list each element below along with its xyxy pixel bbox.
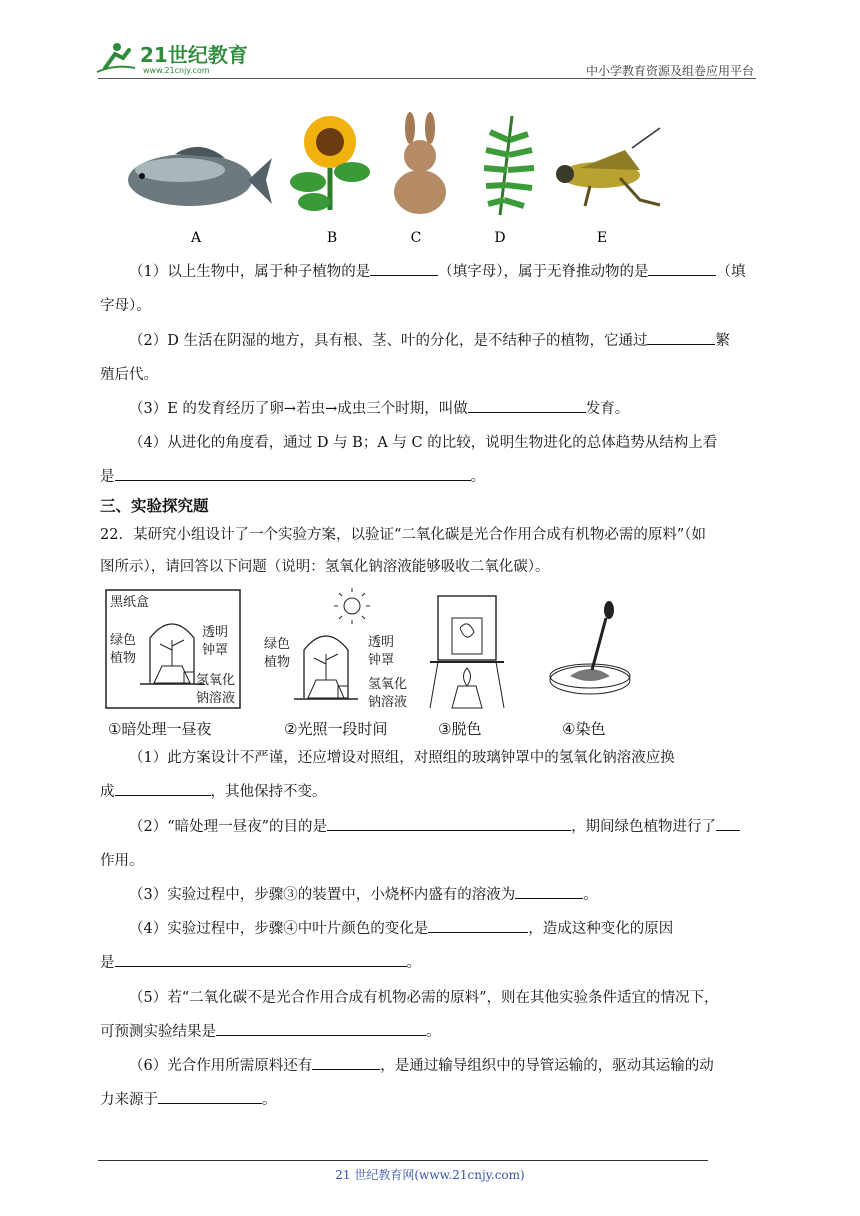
q21-part4: （4）从进化的角度看，通过 D 与 B；A 与 C 的比较，说明生物进化的总体趋势从结构上看 — [129, 435, 718, 451]
plant-label-2b: 植物 — [264, 655, 291, 670]
site-logo — [95, 38, 265, 78]
q22-part1: （1）此方案设计不严谨，还应增设对照组，对照组的玻璃钟罩中的氢氧化钠溶液应换 — [129, 750, 675, 766]
bell-label-1a: 透明 — [202, 625, 229, 640]
q22-part6: （6）光合作用所需原料还有 ，是通过输导组织中的导管运输的，驱动其运输的动 — [100, 1050, 762, 1082]
plant-label-1a: 绿色 — [110, 633, 137, 648]
organism-label-c: C — [410, 230, 422, 246]
organism-label-d: D — [494, 230, 506, 246]
naoh-label-2b: 钠溶液 — [368, 695, 408, 710]
step3-caption: ③脱色 — [438, 720, 482, 738]
naoh-label-2a: 氢氧化 — [368, 677, 408, 692]
naoh-label-1b: 钠溶液 — [196, 691, 236, 706]
q21-part2: （2）D 生活在阴湿的地方，具有根、茎、叶的分化，是不结种子的植物，它通过 繁 — [100, 325, 762, 357]
grasshopper-image — [556, 128, 660, 206]
step4-caption: ④染色 — [562, 720, 606, 738]
naoh-label-1a: 氢氧化 — [196, 673, 236, 688]
plant-label-1b: 植物 — [110, 651, 137, 666]
logo-text: 21世纪教育 — [140, 43, 248, 67]
bell-label-2a: 透明 — [368, 635, 395, 650]
experiment-figure — [100, 588, 780, 740]
box-label: 黑纸盒 — [110, 595, 150, 610]
header-platform-text: 中小学教育资源及组卷应用平台 — [585, 64, 754, 78]
q21-part3: （3）E 的发育经历了卵→若虫→成虫三个时期，叫做 发育。 — [100, 393, 762, 425]
organisms-figure — [120, 110, 680, 250]
fern-image — [484, 116, 534, 215]
q22-intro-line2: 图所示），请回答以下问题（说明：氢氧化钠溶液能够吸收二氧化碳）。 — [100, 559, 550, 575]
q22-part4-cont: 是 。 — [100, 947, 762, 979]
plant-label-2a: 绿色 — [264, 637, 291, 652]
footer-text: 21 世纪教育网(www.21cnjy.com) — [335, 1168, 525, 1182]
organism-label-b: B — [326, 230, 338, 246]
q21-part2-cont: 殖后代。 — [100, 367, 158, 383]
q22-part2-cont: 作用。 — [100, 853, 144, 869]
q22-part5-cont: 可预测实验结果是 。 — [100, 1016, 762, 1048]
q21-part1: （1）以上生物中，属于种子植物的是 （填字母），属于无脊推动物的是 （填 — [100, 256, 762, 288]
q22-part2: （2）“暗处理一昼夜”的目的是 ，期间绿色植物进行了 — [100, 811, 762, 843]
organism-label-a: A — [190, 230, 202, 246]
q22-part3: （3）实验过程中，步骤③的装置中，小烧杯内盛有的溶液为 。 — [100, 879, 762, 911]
fish-image — [128, 147, 272, 206]
step1-caption: ①暗处理一昼夜 — [108, 720, 212, 738]
q22-part1-cont: 成 ，其他保持不变。 — [100, 776, 762, 808]
logo-url: www.21cnjy.com — [143, 66, 210, 75]
bell-label-2b: 钟罩 — [368, 653, 395, 668]
bell-label-1b: 钟罩 — [202, 643, 229, 658]
sunflower-image — [290, 116, 370, 211]
header-divider — [98, 78, 756, 79]
step2-caption: ②光照一段时间 — [284, 720, 388, 738]
section-title: 三、实验探究题 — [100, 497, 209, 515]
rabbit-image — [394, 112, 446, 214]
footer-divider — [98, 1160, 708, 1161]
q22-part6-cont: 力来源于 。 — [100, 1084, 762, 1116]
q21-part4-cont: 是 。 — [100, 461, 762, 493]
q22-intro-line1: 22．某研究小组设计了一个实验方案，以验证“二氧化碳是光合作用合成有机物必需的原料”（如 — [100, 527, 707, 543]
q21-part1-cont: 字母）。 — [100, 298, 151, 314]
q22-part4: （4）实验过程中，步骤④中叶片颜色的变化是 ，造成这种变化的原因 — [100, 913, 762, 945]
organism-label-e: E — [596, 230, 608, 246]
q22-part5: （5）若“二氧化碳不是光合作用合成有机物必需的原料”，则在其他实验条件适宜的情况下， — [129, 990, 719, 1006]
